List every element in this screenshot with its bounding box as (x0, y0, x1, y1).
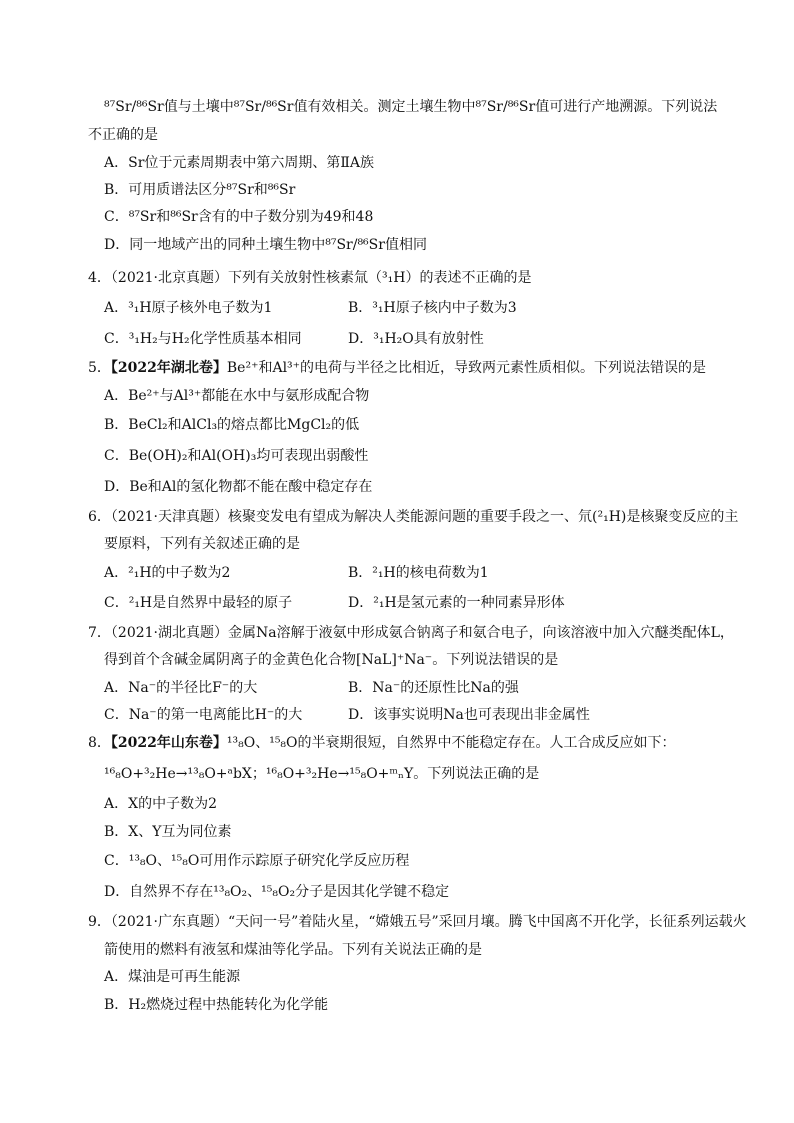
q7-option-c: C．Na⁻的第一电离能比H⁻的大 (104, 707, 303, 723)
q5-option-d: D．Be和Al的氢化物都不能在酸中稳定存在 (104, 479, 373, 495)
q6-option-c: C．²₁H是自然界中最轻的原子 (104, 595, 293, 611)
q6-number: 6． (88, 509, 111, 525)
q4-option-d: D．³₁H₂O具有放射性 (348, 331, 484, 347)
q7-option-d: D．该事实说明Na也可表现出非金属性 (348, 707, 590, 723)
q5-option-c: C．Be(OH)₂和Al(OH)₃均可表现出弱酸性 (104, 448, 369, 464)
q7-number: 7． (88, 625, 111, 641)
q4-source: （2021·北京真题） (110, 270, 229, 286)
q7-text-line1: 金属Na溶解于液氨中形成氨合钠离子和氨合电子，向该溶液中加入穴醚类配体L， (228, 625, 734, 641)
q8-option-c: C．¹³₈O、¹⁵₈O可用作示踪原子研究化学反应历程 (104, 853, 410, 869)
q7-stem-line2: 得到首个含碱金属阴离子的金黄色化合物[NaL]⁺Na⁻。下列说法错误的是 (104, 652, 559, 668)
q7-option-a: A．Na⁻的半径比F⁻的大 (104, 680, 258, 696)
q9-text-line1: “天问一号”着陆火星，“嫦娥五号”采回月壤。腾飞中国离不开化学，长征系列运载火 (228, 914, 747, 930)
q6-source: （2021·天津真题） (110, 509, 229, 525)
q7-stem-line1 (88, 624, 734, 642)
q5-text: Be²⁺和Al³⁺的电荷与半径之比相近，导致两元素性质相似。下列说法错误的是 (226, 360, 707, 376)
q6-option-b: B．²₁H的核电荷数为1 (348, 565, 489, 581)
q9-option-a: A．煤油是可再生能源 (104, 969, 241, 985)
q8-text-line1: ¹³₈O、¹⁵₈O的半衰期很短，自然界中不能稳定存在。人工合成反应如下： (226, 735, 676, 751)
q8-option-a: A．X的中子数为2 (104, 796, 217, 812)
q9-stem-line1 (88, 913, 747, 931)
q3-option-a: A．Sr位于元素周期表中第六周期、第ⅡA族 (104, 155, 375, 171)
q9-option-b: B．H₂燃烧过程中热能转化为化学能 (104, 997, 329, 1013)
q5-stem (88, 359, 706, 377)
q4-number: 4． (88, 270, 111, 286)
q8-stem-line1 (88, 734, 676, 752)
q9-stem-line2: 箭使用的燃料有液氢和煤油等化学品。下列有关说法正确的是 (104, 942, 482, 958)
q8-option-b: B．X、Y互为同位素 (104, 824, 232, 840)
q9-number: 9． (88, 914, 111, 930)
q6-stem-line2: 要原料，下列有关叙述正确的是 (104, 536, 300, 552)
q4-option-a: A．³₁H原子核外电子数为1 (104, 300, 273, 316)
q5-number: 5． (88, 360, 111, 376)
q7-source: （2021·湖北真题） (110, 625, 229, 641)
q5-option-a: A．Be²⁺与Al³⁺都能在水中与氨形成配合物 (104, 388, 370, 404)
q9-source: （2021·广东真题） (110, 914, 229, 930)
q4-text: 下列有关放射性核素氚（³₁H）的表述不正确的是 (228, 270, 532, 286)
q4-option-b: B．³₁H原子核内中子数为3 (348, 300, 517, 316)
q4-stem (88, 269, 531, 287)
q8-source: 【2022年山东卷】 (110, 735, 227, 751)
q4-option-c: C．³₁H₂与H₂化学性质基本相同 (104, 331, 302, 347)
q5-option-b: B．BeCl₂和AlCl₃的熔点都比MgCl₂的低 (104, 417, 360, 433)
q6-option-d: D．²₁H是氢元素的一种同素异形体 (348, 595, 565, 611)
q7-option-b: B．Na⁻的还原性比Na的强 (348, 680, 519, 696)
q6-stem-line1 (88, 508, 738, 526)
q5-source: 【2022年湖北卷】 (110, 360, 227, 376)
q3-stem-line2: 不正确的是 (88, 127, 158, 143)
q3-option-c: C．⁸⁷Sr和⁸⁶Sr含有的中子数分别为49和48 (104, 209, 374, 225)
q3-option-b: B．可用质谱法区分⁸⁷Sr和⁸⁶Sr (104, 182, 296, 198)
q8-number: 8． (88, 735, 111, 751)
q3-stem-line1: ⁸⁷Sr/⁸⁶Sr值与土壤中⁸⁷Sr/⁸⁶Sr值有效相关。测定土壤生物中⁸⁷Sr/⁸⁶Sr值可进行产地溯源。下列说法 (104, 99, 718, 115)
q3-option-d: D．同一地域产出的同种土壤生物中⁸⁷Sr/⁸⁶Sr值相同 (104, 237, 427, 253)
q8-option-d: D．自然界不存在¹³₈O₂、¹⁵₈O₂分子是因其化学键不稳定 (104, 884, 450, 900)
q6-text-line1: 核聚变发电有望成为解决人类能源问题的重要手段之一、氘(²₁H)是核聚变反应的主 (228, 509, 739, 525)
q8-stem-line2: ¹⁶₈O+³₂He→¹³₈O+ᵃbX；¹⁶₈O+³₂He→¹⁵₈O+ᵐₙY。下列说法正确的是 (104, 766, 540, 782)
q6-option-a: A．²₁H的中子数为2 (104, 565, 231, 581)
